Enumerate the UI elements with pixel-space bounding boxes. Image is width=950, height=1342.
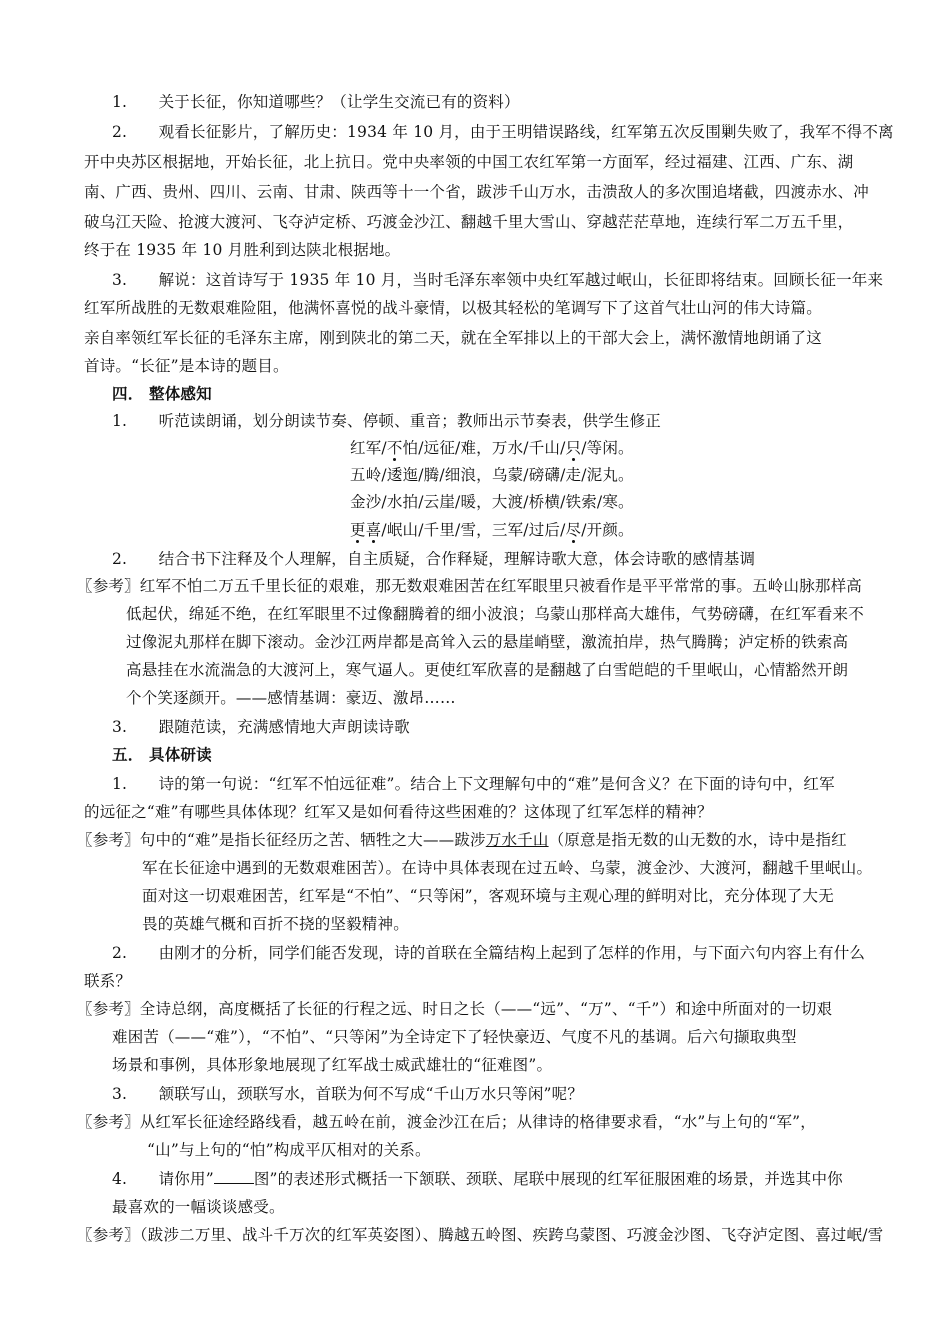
answer-1-post: （原意是指无数的山无数的水，诗中是指红 <box>548 831 847 849</box>
poem-4c: /岷山/千里/雪，三军/过后/ <box>381 521 566 539</box>
item-3-line-2: 红军所战胜的无数艰难险阻，他满怀喜悦的战斗豪情，以极其轻松的笔调写下了这首气壮山河的伟大诗篇。 <box>84 299 822 317</box>
item-2-line-3: 南、广西、贵州、四川、云南、甘肃、陕西等十一个省，跋涉千山万水，击溃敌人的多次围追堵截，四渡赤水、冲 <box>84 183 870 201</box>
poem-1c: 怕/远征/难，万水/千山/ <box>402 439 566 457</box>
question-4-pre: 4. 请你用” <box>112 1170 214 1188</box>
reference-1-line-2: 低起伏，绵延不绝，在红军眼里不过像翻腾着的细小波浪；乌蒙山那样高大雄伟，气势磅礴，在红军看来不 <box>126 605 864 623</box>
answer-1-line-1 <box>77 830 847 850</box>
item-2-line-1: 2. 观看长征影片，了解历史：1934 年 10 月，由于王明错误路线，红军第五次反围剿失败了，我军不得不离 <box>112 123 894 141</box>
reference-1-line-4: 高悬挂在水流湍急的大渡河上，寒气逼人。更使红军欣喜的是翻越了白雪皑皑的千里岷山，心情豁然开朗 <box>126 661 849 679</box>
poem-4e: /开颜。 <box>581 521 634 539</box>
stress-mark-geng: 更 <box>350 521 366 539</box>
poem-1a: 红军/ <box>350 439 387 457</box>
poem-1e: /等闲。 <box>581 439 634 457</box>
answer-1-pre: 〖参考〗句中的“难”是指长征经历之苦、牺牲之大——跋涉 <box>77 831 486 849</box>
sec4-item-3: 3. 跟随范读，充满感情地大声朗读诗歌 <box>112 718 410 736</box>
section-4-heading: 四． 整体感知 <box>112 384 212 403</box>
answer-2-line-2: 难困苦（——“难”），“不怕”、“只等闲”为全诗定下了轻快豪迈、气度不凡的基调。后六句撷取典型 <box>112 1028 797 1046</box>
stress-mark-jin: 尽 <box>565 521 582 539</box>
question-3: 3. 颔联写山，颈联写水，首联为何不写成“千山万水只等闲”呢？ <box>112 1085 584 1103</box>
answer-3-line-2: “山”与上句的“怕”构成平仄相对的关系。 <box>147 1141 431 1159</box>
poem-line-3: 金沙/水拍/云崖/暖，大渡/桥横/铁索/寒。 <box>350 493 634 511</box>
question-4-line-1 <box>112 1169 843 1189</box>
sec4-item-2: 2. 结合书下注释及个人理解，自主质疑，合作释疑，理解诗歌大意，体会诗歌的感情基调 <box>112 550 756 568</box>
answer-2-line-1: 〖参考〗全诗总纲，高度概括了长征的行程之远、时日之长（——“远”、“万”、“千”）和途中所面对的一切艰 <box>77 1000 833 1018</box>
question-1-line-1: 1. 诗的第一句说：“红军不怕远征难”。结合上下文理解句中的“难”是何含义？在下面的诗句中，红军 <box>112 775 835 793</box>
item-2-line-2: 开中央苏区根据地，开始长征，北上抗日。党中央率领的中国工农红军第一方面军，经过福建、江西、广东、湖 <box>84 153 854 171</box>
answer-1-line-2: 军在长征途中遇到的无数艰难困苦）。在诗中具体表现在过五岭、乌蒙，渡金沙、大渡河，翻越千里岷山。 <box>142 859 873 877</box>
question-1-line-2: 的远征之“难”有哪些具体体现？红军又是如何看待这些困难的？这体现了红军怎样的精神？ <box>84 803 713 821</box>
stress-mark-bu: 不 <box>386 439 403 457</box>
question-2-line-2: 联系？ <box>84 972 132 990</box>
question-2-line-1: 2. 由刚才的分析，同学们能否发现，诗的首联在全篇结构上起到了怎样的作用，与下面六句内容上有什么 <box>112 944 866 962</box>
answer-4-line-1: 〖参考〗（跋涉二万里、战斗千万次的红军英姿图）、腾越五岭图、疾跨乌蒙图、巧渡金沙图、飞夺泸定图、喜过岷/雪 <box>77 1226 884 1244</box>
item-2-line-4: 破乌江天险、抢渡大渡河、飞夺泸定桥、巧渡金沙江、翻越千里大雪山、穿越茫茫草地，连续行军二万五千里， <box>84 213 854 231</box>
stress-mark-xi: 喜 <box>365 521 382 539</box>
stress-mark-zhi: 只 <box>565 439 582 457</box>
poem-line-2: 五岭/逶迤/腾/细浪，乌蒙/磅礴/走/泥丸。 <box>350 466 634 484</box>
item-3-line-4: 首诗。“长征”是本诗的题目。 <box>84 357 289 375</box>
fill-in-blank <box>214 1169 254 1184</box>
answer-1-line-3: 面对这一切艰难困苦，红军是“不怕”、“只等闲”，客观环境与主观心理的鲜明对比，充分体现了大无 <box>142 887 834 905</box>
reference-1-line-1: 〖参考〗红军不怕二万五千里长征的艰难，那无数艰难困苦在红军眼里只被看作是平平常常的事。五岭山脉那样高 <box>77 577 863 595</box>
poem-line-4 <box>350 520 634 540</box>
item-2-line-5: 终于在 1935 年 10 月胜利到达陕北根据地。 <box>84 241 401 259</box>
sec4-item-1: 1. 听范读朗诵，划分朗读节奏、停顿、重音；教师出示节奏表，供学生修正 <box>112 412 661 430</box>
reference-1-line-3: 过像泥丸那样在脚下滚动。金沙江两岸都是高耸入云的悬崖峭壁，激流拍岸，热气腾腾；泸定桥的铁索高 <box>126 633 849 651</box>
question-4-post: 图”的表述形式概括一下颔联、颈联、尾联中展现的红军征服困难的场景，并选其中你 <box>253 1170 843 1188</box>
poem-line-1 <box>350 438 634 458</box>
answer-1-line-4: 畏的英雄气概和百折不挠的坚毅精神。 <box>142 915 409 933</box>
underlined-phrase: 万水千山 <box>485 831 549 849</box>
item-1-text: 1. 关于长征，你知道哪些？（让学生交流已有的资料） <box>112 93 520 111</box>
question-4-line-2: 最喜欢的一幅谈谈感受。 <box>112 1198 285 1216</box>
item-3-line-1: 3. 解说：这首诗写于 1935 年 10 月，当时毛泽东率领中央红军越过岷山，长征即将结束。回顾长征一年来 <box>112 271 884 289</box>
item-3-line-3: 亲自率领红军长征的毛泽东主席，刚到陕北的第二天，就在全军排以上的干部大会上，满怀激情地朗诵了这 <box>84 329 822 347</box>
answer-2-line-3: 场景和事例，具体形象地展现了红军战士威武雄壮的“征难图”。 <box>112 1056 553 1074</box>
section-5-heading: 五． 具体研读 <box>112 745 212 764</box>
answer-3-line-1: 〖参考〗从红军长征途经路线看，越五岭在前，渡金沙江在后；从律诗的格律要求看，“水”与上句的“军”， <box>77 1113 816 1131</box>
reference-1-line-5: 个个笑逐颜开。——感情基调：豪迈、激昂…… <box>126 689 456 707</box>
